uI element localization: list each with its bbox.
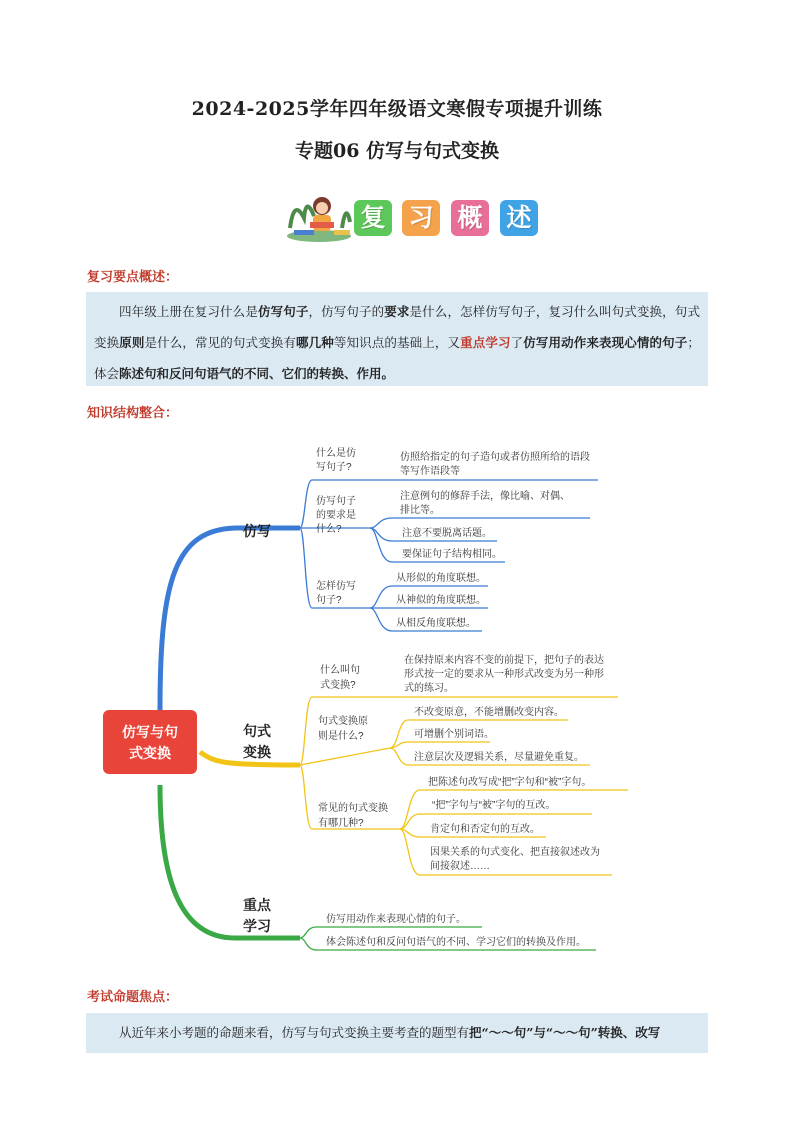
- summary-text: 是什么，怎样仿写句子，复习什么叫句式变换，句式变换: [94, 304, 700, 350]
- b2-a3a: 把陈述句改写成“把”字句和“被”字句。: [428, 777, 592, 788]
- summary-text: 是什么，常见的句式变换有: [144, 335, 296, 350]
- branch-label-b3-1: 重点: [243, 898, 271, 914]
- summary-bold: 陈述句和反问句语气的不同、它们的转换、作用。: [119, 366, 395, 381]
- summary-text: 等知识点的基础上，又: [333, 335, 461, 350]
- branch-label-b2-2: 变换: [243, 745, 271, 761]
- focus-heading: 考试命题焦点：: [87, 990, 179, 1005]
- reading-girl-illustration: [284, 188, 354, 244]
- b1-a2a-line2: 排比等。: [400, 505, 440, 516]
- b2-a3b: “把”字句与“被”字句的互改。: [432, 800, 556, 811]
- b1-a1-line1: 仿照给指定的句子造句或者仿照所给的语段: [400, 452, 590, 463]
- summary-highlight: 重点学习: [460, 335, 511, 350]
- b1-a3a: 从形似的角度联想。: [396, 573, 486, 584]
- summary-bold: 哪几种: [296, 335, 334, 350]
- b2-q3-line2: 有哪几种?: [318, 818, 364, 829]
- banner-char-text: 复: [360, 203, 386, 232]
- summary-bold: 仿写句子: [257, 304, 309, 319]
- banner-char-2: [402, 200, 440, 236]
- knowledge-mind-map: [0, 430, 794, 970]
- document-title: 2024-2025学年四年级语文寒假专项提升训练: [191, 98, 603, 120]
- review-banner: [284, 188, 544, 244]
- branch-line-b1: [160, 528, 300, 710]
- b3-a2: 体会陈述句和反问句语气的不同、学习它们的转换及作用。: [326, 937, 586, 948]
- center-node: [103, 710, 197, 774]
- banner-char-3: [451, 200, 489, 236]
- b1-q2-line2: 的要求是: [316, 510, 356, 521]
- b2-q2-line1: 句式变换原: [318, 716, 368, 727]
- b2-a1-line3: 式的练习。: [404, 683, 454, 694]
- center-label-2: 式变换: [129, 746, 171, 762]
- b1-a3b: 从神似的角度联想。: [396, 595, 486, 606]
- document-subtitle: 专题06 仿写与句式变换: [294, 140, 500, 162]
- summary-text: 了: [510, 335, 524, 350]
- b1-q3-line2: 句子?: [316, 595, 342, 606]
- b1-a2c: 要保证句子结构相同。: [402, 549, 502, 560]
- b2-a2b: 可增删个别词语。: [414, 729, 494, 740]
- b1-a1-line2: 等写作语段等: [400, 466, 460, 477]
- b1-q3-line1: 怎样仿写: [316, 581, 356, 592]
- b2-q1-line2: 式变换?: [320, 680, 356, 691]
- summary-box: [86, 292, 708, 386]
- b1-a3c: 从相反角度联想。: [396, 618, 476, 629]
- summary-text: ；体会: [94, 335, 700, 381]
- banner-char-1: [354, 200, 392, 236]
- b2-q1-line1: 什么叫句: [320, 665, 360, 676]
- banner-char-text: 述: [506, 203, 532, 232]
- focus-text: 从近年来小考题的命题来看，仿写与句式变换主要考查的题型有: [119, 1025, 470, 1040]
- b1-q2-line1: 仿写句子: [316, 496, 356, 507]
- banner-char-text: 习: [408, 203, 434, 232]
- banner-char-4: [500, 200, 538, 236]
- b1-q1-line1: 什么是仿: [316, 448, 356, 459]
- b2-q3-line1: 常见的句式变换: [318, 803, 388, 814]
- summary-bold: 原则: [119, 335, 145, 350]
- branch-label-b3-2: 学习: [243, 919, 271, 935]
- structure-heading: 知识结构整合：: [87, 406, 179, 421]
- b2-a3c: 肯定句和否定句的互改。: [430, 824, 540, 835]
- b2-a3d-line1: 因果关系的句式变化、把直接叙述改为: [430, 847, 600, 858]
- summary-heading: 复习要点概述：: [87, 270, 179, 285]
- b2-q2-line2: 则是什么?: [318, 731, 364, 742]
- b1-q1-line2: 写句子?: [316, 462, 352, 473]
- branch-line-b3: [160, 785, 300, 938]
- b2-a2c: 注意层次及逻辑关系，尽量避免重复。: [414, 752, 584, 763]
- branch-label-b1: 仿写: [243, 524, 271, 540]
- b3-a1: 仿写用动作来表现心情的句子。: [326, 914, 466, 925]
- b1-a2a-line1: 注意例句的修辞手法，像比喻、对偶、: [400, 491, 570, 502]
- summary-bold: 仿写用动作来表现心情的句子: [523, 335, 688, 350]
- b2-a1-line1: 在保持原来内容不变的前提下，把句子的表达: [404, 655, 604, 666]
- focus-bold: 把“～～句”与“～～句”转换、改写: [469, 1025, 661, 1040]
- b2-a2a: 不改变原意，不能增删改变内容。: [414, 707, 564, 718]
- b2-a3d-line2: 间接叙述……: [430, 861, 490, 872]
- summary-bold: 要求: [384, 304, 410, 319]
- summary-text: ，仿写句子的: [308, 304, 385, 319]
- center-label-1: 仿写与句: [122, 725, 178, 741]
- branch-label-b2-1: 句式: [243, 724, 271, 740]
- banner-char-text: 概: [457, 203, 483, 232]
- summary-text: 四年级上册在复习什么是: [119, 304, 258, 319]
- b2-a1-line2: 形式按一定的要求从一种形式改变为另一种形: [404, 669, 604, 680]
- focus-box: [86, 1013, 708, 1053]
- b1-a2b: 注意不要脱离话题。: [402, 528, 492, 539]
- b1-q2-line3: 什么?: [316, 524, 342, 535]
